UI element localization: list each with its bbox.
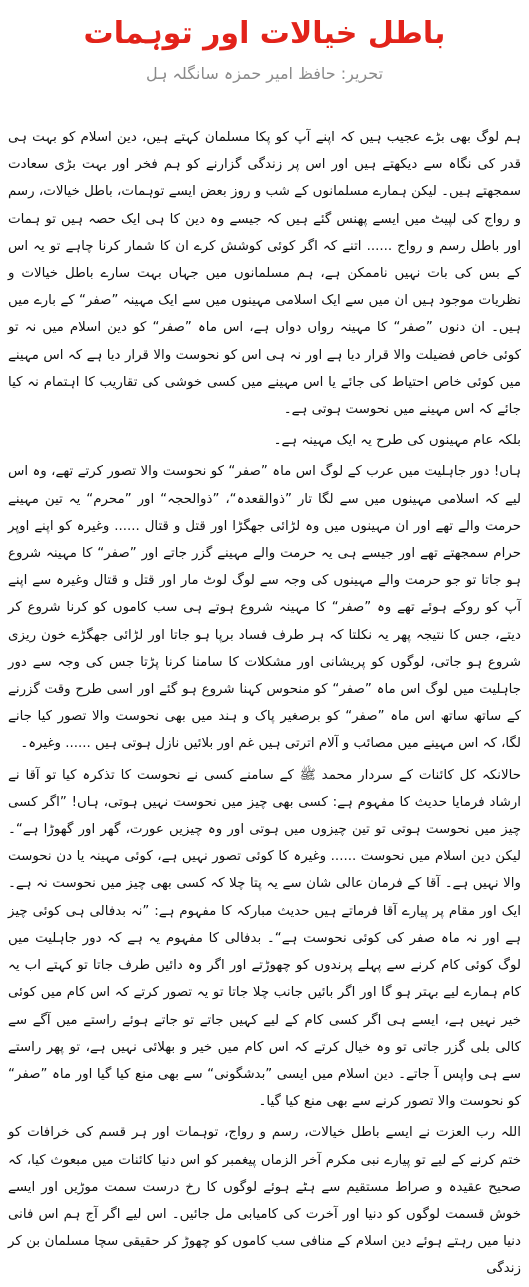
paragraph-2: بلکہ عام مہینوں کی طرح یہ ایک مہینہ ہے۔ — [273, 433, 521, 449]
article-byline: تحریر: حافظ امیر حمزہ سانگلہ ہل — [145, 64, 384, 83]
paragraph-4: حالانکہ کل کائنات کے سردار محمد ﷺ کے سامنے کسی نے نحوست کا تذکرہ کیا تو آقا نے ارشاد فرمایا حدیث کا مفہوم ہے: کسی بھی چیز میں نحوست نہیں ہوتی، ہاں! ”اگر کسی چیز میں نحوست ہوتی تو تین چیزوں میں ہوتی اور وہ چیزیں عورت، گھر اور گھوڑا ہے“۔ لیکن دین اسلام میں نحوست ...... وغیرہ کا کوئی تصور نہیں ہے، کوئی مہینہ یا دن نحوست والا نہیں ہے۔ آقا کے فرمان عالی شان سے یہ پتا چلا کہ کسی بھی چیز میں نحوست نہ ہے۔ ایک اور مقام پر پیارے آقا فرماتے ہیں حدیث مبارکہ کا مفہوم ہے: ”نہ بدفالی ہی کوئی چیز ہے اور نہ ماہ صفر کی کوئی نحوست ہے“۔ بدفالی کا مفہوم یہ ہے کہ دور جاہلیت میں لوگ کوئی کام کرنے سے پہلے پرندوں کو چھوڑتے اور اگر وہ دائیں طرف جاتا تو کہتے اب یہ کام ہمارے لیے بہتر ہو گا اور اگر بائیں جانب چلا جاتا تو یہ تصور کرتے کہ اس کام میں کوئی خیر نہیں ہے، ایسے ہی اگر کسی کام کے لیے کہیں جاتے تو جاتے ہوئے راستے میں آگے سے کالی بلی گزر جاتی تو وہ خیال کرتے کہ اس کام میں خیر و بھلائی نہیں ہے، تو پھر راستے سے ہی واپس آ جاتے۔ دین اسلام میں ایسی ”بدشگونی“ سے بھی منع کیا گیا اور ماہ ”صفر“ کو نحوست والا تصور کرنے سے بھی منع کیا گیا۔ — [8, 767, 521, 1110]
paragraph-3: ہاں! دور جاہلیت میں عرب کے لوگ اس ماہ ”صفر“ کو نحوست والا تصور کرتے تھے، وہ اس لیے کہ اسلامی مہینوں میں سے لگا تار ”ذوالقعدہ“، ”ذوالحجہ“ اور ”محرم“ یہ تین مہینے حرمت والے تھے اور ان مہینوں میں وہ لڑائی جھگڑا اور قتل و قتال ...... وغیرہ کو اپنے اوپر حرام سمجھتے تھے اور جیسے ہی یہ حرمت والے مہینے گزر جاتے اور ”صفر“ کا مہینہ شروع ہو جاتا تو جو حرمت والے مہینوں کی وجہ سے لوگ لوٹ مار اور قتل و قتال وغیرہ سے اپنے آپ کو روکے ہوئے تھے وہ ”صفر“ کا مہینہ شروع ہوتے ہی سب کاموں کو کرنا شروع کر دیتے، جس کا نتیجہ پھر یہ نکلتا کہ ہر طرف فساد برپا ہو جاتا اور لڑائی جھگڑے خون ریزی شروع ہو جاتی، لوگوں کو پریشانی اور مشکلات کا سامنا کرنا پڑتا جس کی وجہ سے دور جاہلیت میں لوگ اس ماہ ”صفر“ کو منحوس کہنا شروع ہو گئے اور اسی طرح وقت گزرنے کے ساتھ ساتھ اس ماہ ”صفر“ کو برصغیر پاک و ہند میں بھی نحوست والا تصور کیا جانے لگا، کہ اس مہینے میں مصائب و آلام اترتی ہیں غم اور بلائیں نازل ہوتی ہیں ...... وغیرہ۔ — [8, 464, 521, 752]
paragraph-5: اللہ رب العزت نے ایسے باطل خیالات، رسم و رواج، توہمات اور ہر قسم کی خرافات کو ختم کرنے کے لیے تو پیارے نبی مکرم آخر الزماں پیغمبر کو اس دنیا کائنات میں مبعوث کیا، کہ صحیح عقیدہ و صراط مستقیم سے ہٹے ہوئے لوگوں کا رخ درست سمت موڑیں اور ایسے خوش قسمت لوگوں کو دنیا اور آخرت کی کامیابی مل جائیں۔ اس لیے اگر آج ہم اس فانی دنیا میں رہتے ہوئے دین اسلام کے منافی سب کاموں کو چھوڑ کر حقیقی سچا مسلمان بن کر زندگی — [8, 1125, 521, 1277]
paragraph-1: ہم لوگ بھی بڑے عجیب ہیں کہ اپنے آپ کو پکا مسلمان کہتے ہیں، دین اسلام کو بہت ہی قدر کی نگاہ سے دیکھتے ہیں اور اس پر زندگی گزارنے کو ہم فخر اور بہت بڑی سعادت سمجھتے ہیں۔ لیکن ہمارے مسلمانوں کے شب و روز بعض ایسے توہمات، باطل خیالات، رسم و رواج کی لپیٹ میں ایسے پھنس گئے ہیں کہ جیسے وہ دین کا ہی ایک حصہ ہیں تو ہمات اور باطل رسم و رواج ...... اتنے کہ اگر کوئی کوشش کرے ان کا شمار کرنا چاہے تو یہ اس کے بس کی بات نہیں ناممکن ہے، ہم مسلمانوں میں جہاں بہت سارے باطل خیالات و نظریات موجود ہیں ان میں سے ایک اسلامی مہینوں میں سے ایک مہینہ ”صفر“ کے بارے میں ہیں۔ ان دنوں ”صفر“ کا مہینہ رواں دواں ہے، اس ماہ ”صفر“ کو دین اسلام میں نہ تو کوئی خاص فضیلت والا قرار دیا ہے اور نہ ہی اس کو نحوست والا قرار دیا ہے کہ اس مہینے میں کوئی خاص احتیاط کی جائے یا اس مہینے میں کسی خوشی کی تقاریب کا اہتمام نہ کیا جائے کہ اس مہینے میں نحوست ہوتی ہے۔ — [8, 130, 521, 418]
article-body — [8, 124, 521, 1287]
article-title: باطل خیالات اور توہمات — [83, 16, 446, 51]
